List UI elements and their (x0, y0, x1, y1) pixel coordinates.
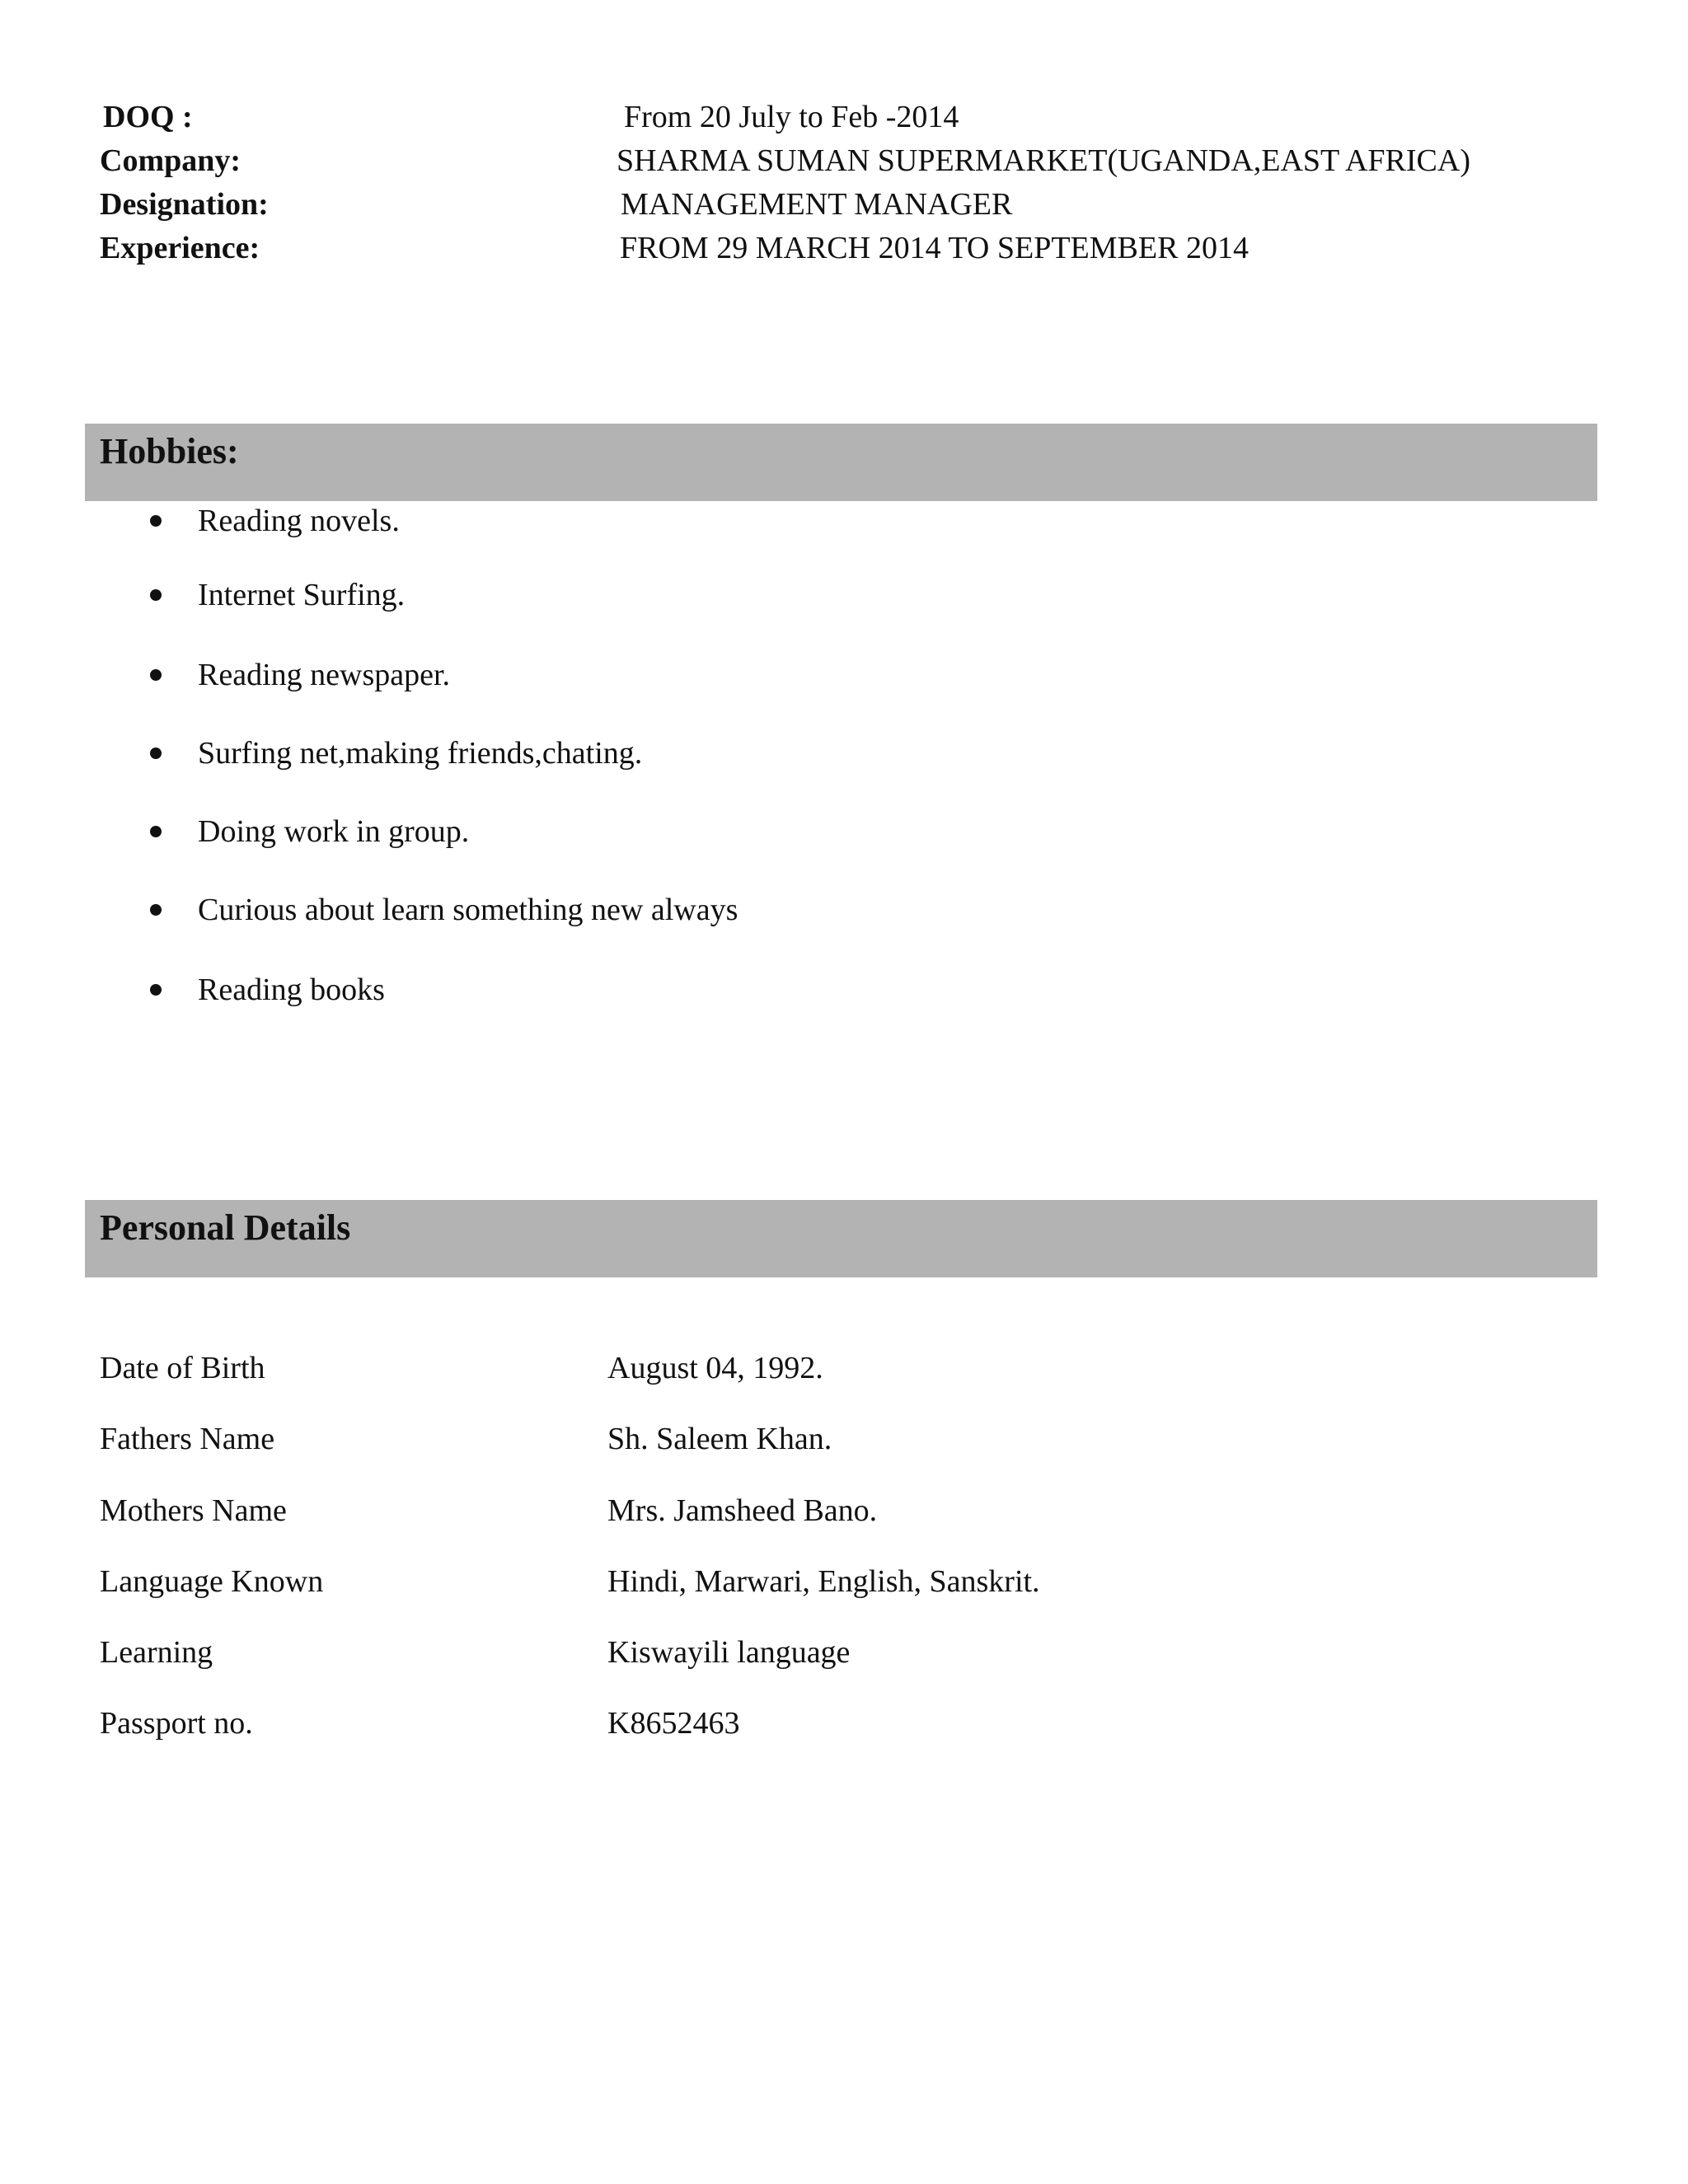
list-item (0, 572, 1236, 618)
designation-label: Designation: (100, 187, 269, 222)
bullet-icon (150, 669, 162, 681)
hobby-text: Internet Surfing. (198, 578, 406, 612)
passport-value: K8652463 (607, 1706, 740, 1741)
bullet-icon (150, 984, 162, 996)
learning-label: Learning (100, 1635, 213, 1670)
list-item (0, 967, 1236, 1013)
personal-details-title: Personal Details (100, 1207, 351, 1248)
date-of-birth-label: Date of Birth (100, 1351, 265, 1385)
language-known-label: Language Known (100, 1564, 324, 1599)
doq-label: DOQ : (103, 100, 193, 134)
date-of-birth-value: August 04, 1992. (607, 1351, 823, 1385)
designation-value: MANAGEMENT MANAGER (621, 187, 1013, 222)
passport-label: Passport no. (100, 1706, 253, 1741)
learning-row (0, 1629, 1688, 1675)
list-item (0, 887, 1236, 933)
bullet-icon (150, 904, 162, 916)
designation-row (100, 183, 1583, 227)
company-value: SHARMA SUMAN SUPERMARKET(UGANDA,EAST AFRICA) (617, 143, 1471, 178)
fathers-name-row (0, 1416, 1688, 1462)
bullet-icon (150, 748, 162, 759)
hobby-text: Reading newspaper. (198, 658, 451, 692)
date-of-birth-row (0, 1345, 1688, 1391)
doq-row (100, 96, 1583, 139)
personal-details-section-header (85, 1200, 1597, 1277)
experience-row (100, 227, 1583, 270)
fathers-name-label: Fathers Name (100, 1422, 275, 1456)
company-row (100, 139, 1583, 183)
fathers-name-value: Sh. Saleem Khan. (607, 1422, 832, 1456)
experience-value: FROM 29 MARCH 2014 TO SEPTEMBER 2014 (620, 231, 1249, 265)
experience-label: Experience: (100, 231, 260, 265)
list-item (0, 730, 1236, 776)
learning-value: Kiswayili language (607, 1635, 851, 1670)
doq-value: From 20 July to Feb -2014 (624, 100, 959, 134)
job-details (100, 96, 1583, 270)
language-known-value: Hindi, Marwari, English, Sanskrit. (607, 1564, 1040, 1599)
hobby-text: Doing work in group. (198, 814, 470, 849)
bullet-icon (150, 515, 162, 527)
language-known-row (0, 1558, 1688, 1605)
passport-row (0, 1700, 1688, 1746)
hobby-text: Reading novels. (198, 504, 400, 538)
hobby-text: Surfing net,making friends,chating. (198, 736, 643, 771)
hobby-text: Curious about learn something new always (198, 893, 738, 927)
bullet-icon (150, 826, 162, 837)
mothers-name-value: Mrs. Jamsheed Bano. (607, 1493, 878, 1528)
hobbies-title: Hobbies: (100, 431, 239, 471)
list-item (0, 498, 1236, 544)
list-item (0, 808, 1236, 855)
mothers-name-row (0, 1488, 1688, 1534)
hobbies-section-header (85, 424, 1597, 501)
mothers-name-label: Mothers Name (100, 1493, 287, 1528)
company-label: Company: (100, 143, 241, 178)
hobby-text: Reading books (198, 972, 385, 1007)
bullet-icon (150, 589, 162, 601)
list-item (0, 652, 1236, 698)
